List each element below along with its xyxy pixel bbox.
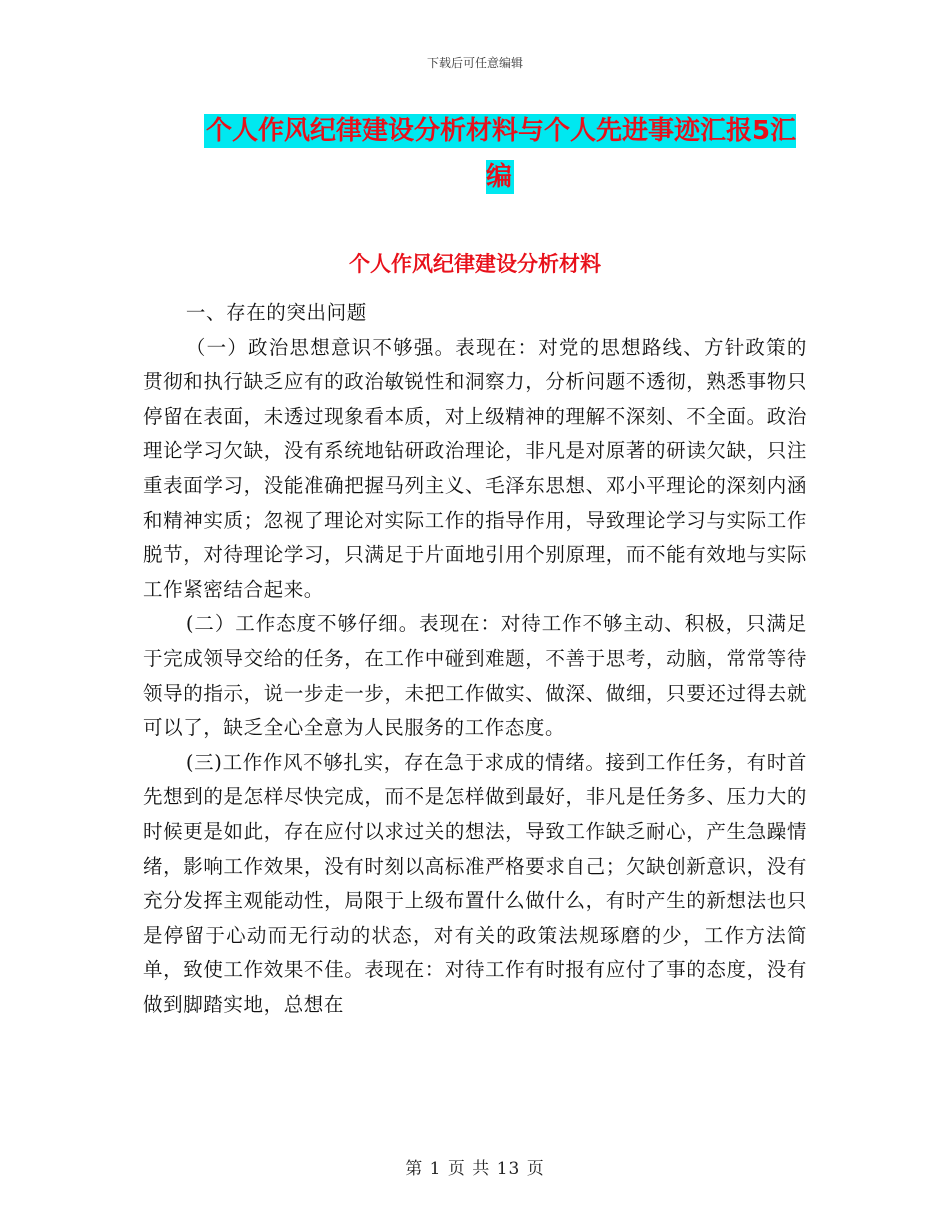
paragraph: （一）政治思想意识不够强。表现在：对党的思想路线、方针政策的贯彻和执行缺乏应有的政治敏锐性和洞察力，分析问题不透彻，熟悉事物只停留在表面，未透过现象看本质，对上级精神的理解不深刻、不全面。政治理论学习欠缺，没有系统地钻研政治理论，非凡是对原著的研读欠缺，只注重表面学习，没能准确把握马列主义、毛泽东思想、邓小平理论的深刻内涵和精神实质；忽视了理论对实际工作的指导作用，导致理论学习与实际工作脱节，对待理论学习，只满足于片面地引用个别原理，而不能有效地与实际工作紧密结合起来。 [143, 335, 807, 601]
paragraph: (三)工作作风不够扎实，存在急于求成的情绪。接到工作任务，有时首先想到的是怎样尽快完成，而不是怎样做到最好，非凡是任务多、压力大的时候更是如此，存在应付以求过关的想法，导致工作缺乏耐心，产生急躁情绪，影响工作效果，没有时刻以高标准严格要求自己；欠缺创新意识，没有充分发挥主观能动性，局限于上级布置什么做什么，有时产生的新想法也只是停留于心动而无行动的状态，对有关的政策法规琢磨的少，工作方法简单，致使工作效果不佳。表现在：对待工作有时报有应付了事的态度，没有做到脚踏实地，总想在 [143, 750, 807, 1016]
body-text [143, 296, 807, 1022]
section-title: 个人作风纪律建设分析材料 [349, 252, 601, 276]
document-title-text: 个人作风纪律建设分析材料与个人先进事迹汇报5汇编 [205, 116, 797, 192]
document-title [190, 108, 810, 200]
paragraph-heading: 一、存在的突出问题 [185, 301, 367, 324]
paragraph: (二）工作态度不够仔细。表现在：对待工作不够主动、积极，只满足于完成领导交给的任务，在工作中碰到难题，不善于思考，动脑，常常等待领导的指示，说一步走一步，未把工作做实、做深、做细，只要还过得去就可以了，缺乏全心全意为人民服务的工作态度。 [143, 612, 807, 740]
header-note: 下载后可任意编辑 [426, 56, 523, 70]
page-footer: 第 1 页 共 13 页 [405, 1159, 545, 1179]
